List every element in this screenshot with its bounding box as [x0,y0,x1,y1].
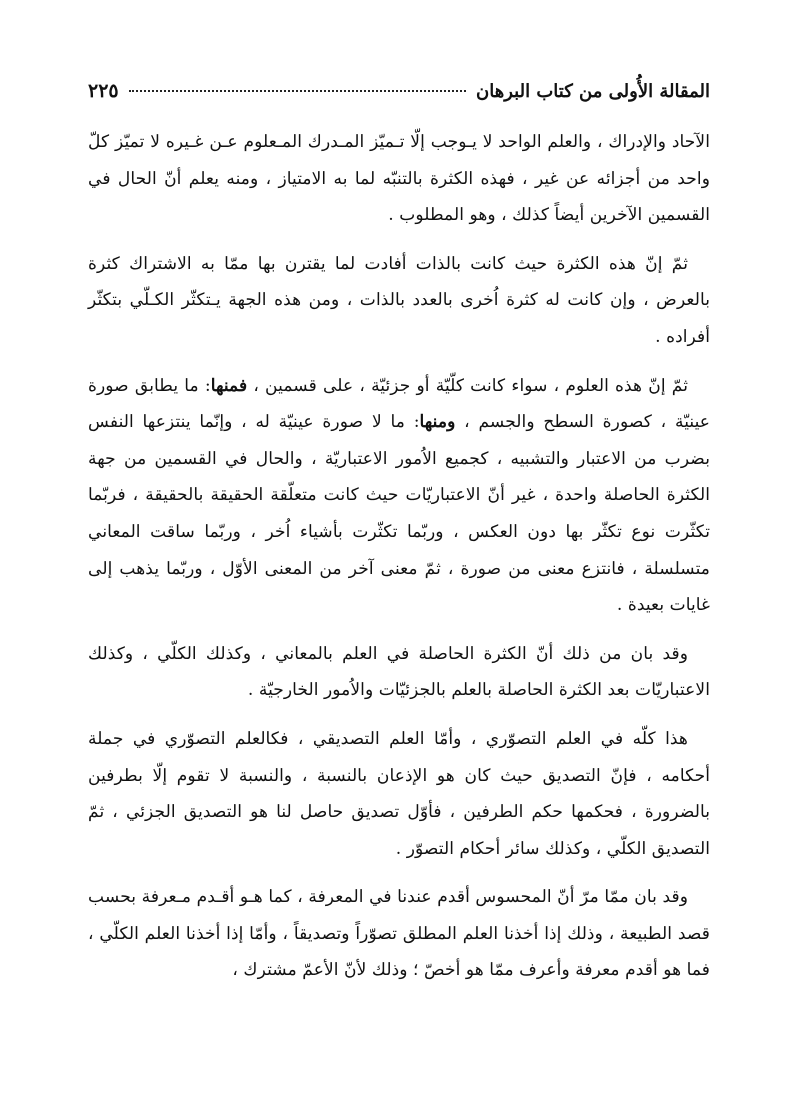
paragraph-3-part-1: ثمّ إنّ هذه العلوم ، سواء كانت كلّيّة أو جزئيّة ، على قسمين ، [253,375,689,396]
header-dotted-leader [129,90,466,92]
paragraph-1: الآحاد والإدراك ، والعلم الواحد لا يـوجب إلّا تـميّز المـدرك المـعلوم عـن غـيره لا تميّز كلّ واحد من أجزائه عن غير ، فهذه الكثرة بالتنبّه لما به الامتياز ، ومنه يعلم أنّ الحال في القسمين الآخرين أيضاً كذلك ، وهو المطلوب . [88,132,710,226]
paragraph-3-part-3: : ما لا صورة عينيّة له ، وإنّما ينتزعها النفس بضرب من الاعتبار والتشبيه ، كجميع الاُمور الاعتباريّة ، والحال في القسمين من جهة الكثرة الحاصلة واحدة ، غير أنّ الاعتباريّات حيث كانت متعلّقة الحقيقة بالحقيقة ، فربّما تكثّرت نوع تكثّر بها دون العكس ، وربّما تكثّرت بأشياء اُخر ، وربّما ساقت المعاني متسلسلة ، فانتزع معنى من صورة ، ثمّ معنى آخر من المعنى الأوّل ، وربّما يذهب إلى غايات بعيدة . [88,412,710,616]
paragraph-3 [88,368,710,624]
running-header [88,80,710,116]
paragraph-5: هذا كلّه في العلم التصوّري ، وأمّا العلم التصديقي ، فكالعلم التصوّري في جملة أحكامه ، فإنّ التصديق حيث كان هو الإذعان بالنسبة ، والنسبة لا تقوم إلّا بطرفين بالضرورة ، فحكمها حكم الطرفين ، فأوّل تصديق حاصل لنا هو التصديق الجزئي ، ثمّ التصديق الكلّي ، وكذلك سائر أحكام التصوّر . [88,728,710,859]
paragraph-2: ثمّ إنّ هذه الكثرة حيث كانت بالذات أفادت لما يقترن بها ممّا به الاشتراك كثرة بالعرض ، وإن كانت له كثرة اُخرى بالعدد بالذات ، ومن هذه الجهة يـتكثّر الكـلّي بتكثّر أفراده . [88,253,710,347]
book-page [88,80,710,1001]
paragraph-3-bold-wa-minha: ومنها [419,412,456,433]
paragraph-4: وقد بان من ذلك أنّ الكثرة الحاصلة في العلم بالمعاني ، وكذلك الكلّي ، وكذلك الاعتباريّات بعد الكثرة الحاصلة بالعلم بالجزئيّات والاُمور الخارجيّة . [88,643,710,701]
paragraph-6: وقد بان ممّا مرّ أنّ المحسوس أقدم عندنا في المعرفة ، كما هـو أقـدم مـعرفة بحسب قصد الطبيعة ، وذلك إذا أخذنا العلم المطلق تصوّراً وتصديقاً ، وأمّا إذا أخذنا العلم الكلّي ، فما هو أقدم معرفة وأعرف ممّا هو أخصّ ؛ وذلك لأنّ الأعمّ مشترك ، [88,887,710,981]
paragraph-3-part-2: : ما يطابق صورة عينيّة ، كصورة السطح والجسم ، [88,375,711,433]
header-title: المقالة الأُولى من كتاب البرهان [476,81,710,102]
page-number: ٢٢٥ [88,80,119,102]
paragraph-3-bold-fa-minha: فمنها [210,375,248,396]
